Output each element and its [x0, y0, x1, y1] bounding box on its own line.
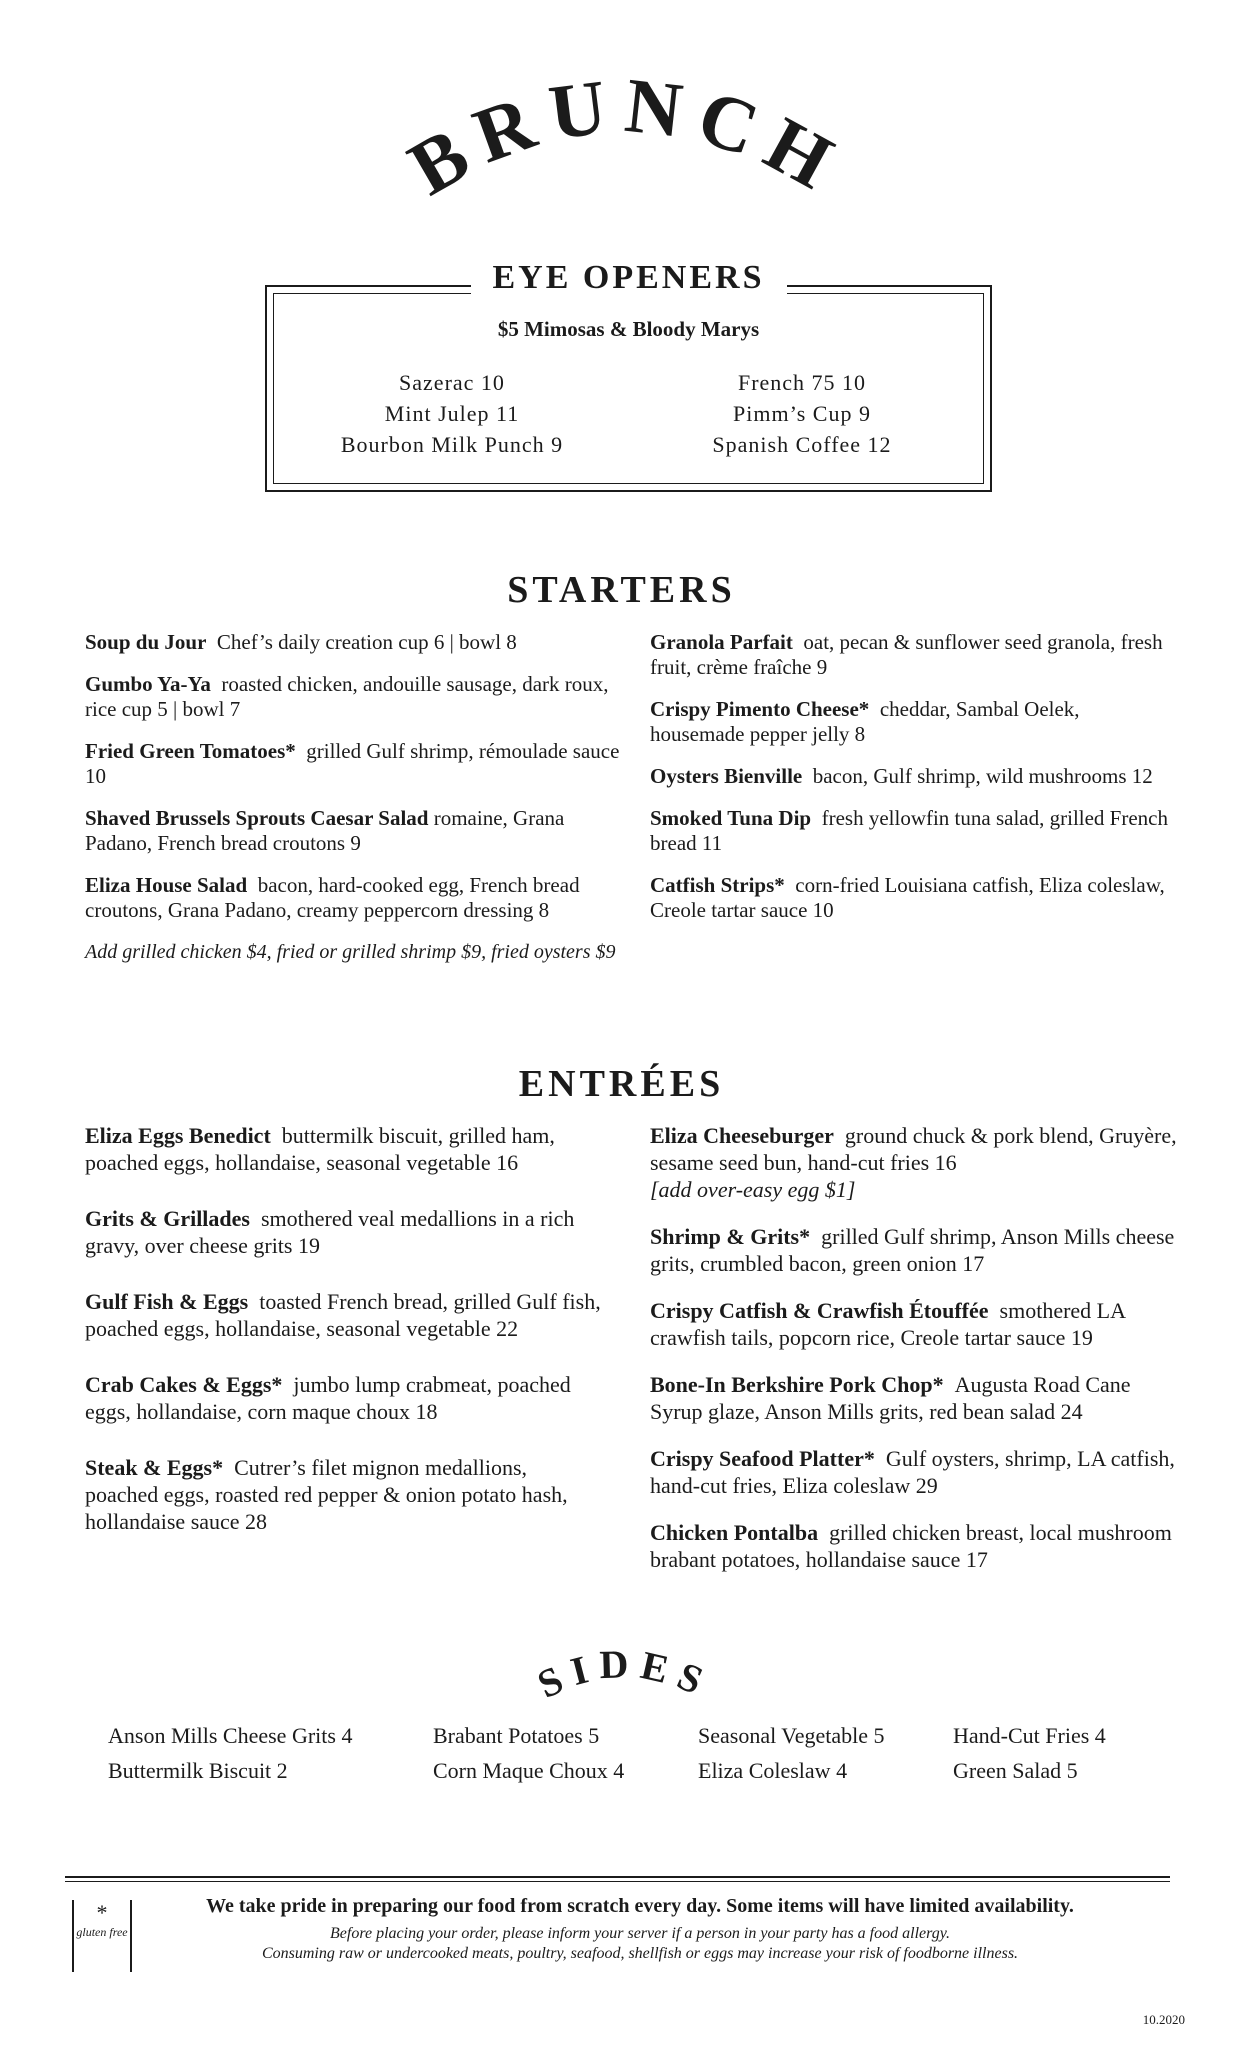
menu-item	[85, 1122, 605, 1176]
side-item: Corn Maque Choux 4	[433, 1758, 625, 1783]
menu-item-desc: bacon, Gulf shrimp, wild mushrooms 12	[812, 764, 1153, 788]
menu-item-desc: toasted French bread, grilled Gulf fish, poached eggs, hollandaise, seasonal vegetable 22	[85, 1289, 601, 1341]
menu-item-desc: roasted chicken, andouille sausage, dark roux, rice cup 5 | bowl 7	[85, 672, 609, 721]
menu-item-name: Gulf Fish & Eggs	[85, 1289, 249, 1314]
menu-item	[85, 873, 625, 923]
menu-item-desc: grilled Gulf shrimp, Anson Mills cheese grits, crumbled bacon, green onion 17	[650, 1224, 1175, 1276]
entrees-left-column	[85, 1122, 605, 1564]
menu-date: 10.2020	[1142, 2012, 1185, 2027]
side-item: Brabant Potatoes 5	[433, 1723, 600, 1748]
footer-main-text: We take pride in preparing our food from scratch every day. Some items will have limited availability.	[206, 1895, 1074, 1917]
menu-item-addon: [add over-easy egg $1]	[650, 1177, 856, 1202]
menu-item-name: Eliza Cheeseburger	[650, 1123, 834, 1148]
side-item: Eliza Coleslaw 4	[698, 1758, 848, 1783]
menu-item-desc: cheddar, Sambal Oelek, housemade pepper jelly 8	[650, 697, 1080, 746]
menu-item-desc: fresh yellowfin tuna salad, grilled French bread 11	[650, 806, 1168, 855]
menu-item-name: Granola Parfait	[650, 630, 793, 654]
svg-text:SIDES	[531, 1641, 719, 1707]
menu-item	[85, 630, 625, 655]
side-item: Green Salad 5	[953, 1758, 1078, 1783]
drink-item: Bourbon Milk Punch 9	[340, 432, 564, 457]
menu-item	[650, 1122, 1180, 1203]
menu-item	[85, 1205, 605, 1259]
menu-item-name: Steak & Eggs*	[85, 1455, 224, 1480]
menu-item	[85, 806, 625, 856]
menu-item-desc: jumbo lump crabmeat, poached eggs, hollandaise, corn maque choux 18	[85, 1372, 571, 1424]
menu-item-name: Soup du Jour	[85, 630, 207, 654]
eye-openers-title: EYE OPENERS	[471, 259, 787, 297]
menu-title	[0, 0, 1243, 260]
menu-item	[650, 1371, 1180, 1425]
sides-column	[698, 1718, 885, 1788]
eye-openers-left-column	[287, 367, 617, 460]
menu-item	[650, 1445, 1180, 1499]
menu-item-name: Chicken Pontalba	[650, 1520, 819, 1545]
menu-item-desc: grilled chicken breast, local mushroom brabant potatoes, hollandaise sauce 17	[650, 1520, 1172, 1572]
menu-item	[85, 672, 625, 722]
drink-item: Spanish Coffee 12	[712, 432, 892, 457]
side-item: Seasonal Vegetable 5	[698, 1723, 885, 1748]
menu-item-desc: smothered veal medallions in a rich gravy, over cheese grits 19	[85, 1206, 575, 1258]
menu-item	[650, 873, 1170, 923]
menu-item-desc: buttermilk biscuit, grilled ham, poached eggs, hollandaise, seasonal vegetable 16	[85, 1123, 555, 1175]
starters-title: STARTERS	[507, 569, 736, 611]
menu-item-desc: romaine, Grana Padano, French bread croutons 9	[85, 806, 565, 855]
menu-item-desc: bacon, hard-cooked egg, French bread croutons, Grana Padano, creamy peppercorn dressing 8	[85, 873, 580, 922]
menu-title-arc	[0, 0, 1243, 260]
footer-divider	[65, 1876, 1170, 1878]
drink-item: Pimm’s Cup 9	[733, 401, 871, 426]
menu-item-name: Shaved Brussels Sprouts Caesar Salad	[85, 806, 429, 830]
entrees-title: ENTRÉES	[518, 1063, 725, 1105]
menu-item	[650, 630, 1170, 680]
menu-item	[650, 697, 1170, 747]
menu-item-name: Gumbo Ya-Ya	[85, 672, 211, 696]
gluten-free-label: gluten free	[76, 1925, 128, 1939]
sides-column	[433, 1718, 624, 1788]
asterisk-icon: *	[96, 1900, 108, 1925]
menu-item	[650, 764, 1170, 789]
menu-item-desc: oat, pecan & sunflower seed granola, fresh fruit, crème fraîche 9	[650, 630, 1163, 679]
footer-health-warning: Consuming raw or undercooked meats, poultry, seafood, shellfish or eggs may increase your risk of foodborne illness.	[261, 1945, 1019, 1962]
menu-item-name: Smoked Tuna Dip	[650, 806, 812, 830]
menu-item	[85, 1454, 605, 1535]
menu-item-desc: smothered LA crawfish tails, popcorn rice, Creole tartar sauce 19	[650, 1298, 1125, 1350]
entrees-right-column	[650, 1122, 1180, 1593]
menu-item-name: Oysters Bienville	[650, 764, 803, 788]
menu-item	[85, 739, 625, 789]
menu-item-name: Fried Green Tomatoes*	[85, 739, 296, 763]
side-item: Anson Mills Cheese Grits 4	[108, 1723, 353, 1748]
menu-item-name: Crab Cakes & Eggs*	[85, 1372, 283, 1397]
side-item: Buttermilk Biscuit 2	[108, 1758, 288, 1783]
sides-title	[0, 1630, 1243, 1710]
eye-openers-subtitle: $5 Mimosas & Bloody Marys	[497, 317, 760, 341]
svg-text:BRUNCH	[394, 61, 859, 212]
menu-item-desc: Cutrer’s filet mignon medallions, poached eggs, roasted red pepper & onion potato hash, hollandaise sauce 28	[85, 1455, 568, 1534]
menu-item	[650, 1519, 1180, 1573]
drink-item: French 75 10	[737, 370, 867, 395]
menu-item-desc: Chef’s daily creation cup 6 | bowl 8	[216, 630, 517, 654]
menu-item-desc: ground chuck & pork blend, Gruyère, sesame seed bun, hand-cut fries 16	[650, 1123, 1177, 1175]
menu-item	[85, 1371, 605, 1425]
add-protein-note: Add grilled chicken $4, fried or grilled shrimp $9, fried oysters $9	[85, 941, 616, 963]
sides-column	[953, 1718, 1106, 1788]
menu-item-desc: Augusta Road Cane Syrup glaze, Anson Mills grits, red bean salad 24	[650, 1372, 1131, 1424]
eye-openers-right-column	[637, 367, 967, 460]
gluten-free-badge	[72, 1900, 132, 1972]
menu-item-name: Shrimp & Grits*	[650, 1224, 811, 1249]
menu-item-name: Crispy Pimento Cheese*	[650, 697, 870, 721]
menu-item-name: Crispy Seafood Platter*	[650, 1446, 875, 1471]
menu-item-name: Eliza House Salad	[85, 873, 248, 897]
sides-column	[108, 1718, 352, 1788]
menu-item-name: Grits & Grillades	[85, 1206, 250, 1231]
drink-item: Sazerac 10	[399, 370, 505, 395]
menu-title-text: BRUNCH	[394, 60, 860, 212]
starters-right-column	[650, 630, 1170, 940]
menu-item	[650, 1223, 1180, 1277]
menu-item-desc: Gulf oysters, shrimp, LA catfish, hand-cut fries, Eliza coleslaw 29	[650, 1446, 1175, 1498]
starters-left-column	[85, 630, 625, 965]
footer-allergy-note: Before placing your order, please inform your server if a person in your party has a food allergy.	[330, 1925, 950, 1942]
menu-item	[650, 806, 1170, 856]
menu-item-name: Crispy Catfish & Crawfish Étouffée	[650, 1298, 989, 1323]
menu-item	[85, 1288, 605, 1342]
menu-item	[650, 1297, 1180, 1351]
sides-title-arc	[0, 1630, 1243, 1710]
menu-item-desc: grilled Gulf shrimp, rémoulade sauce 10	[85, 739, 620, 788]
eye-openers-box	[265, 259, 992, 492]
footer-divider-thin	[65, 1881, 1170, 1882]
drink-item: Mint Julep 11	[384, 401, 520, 426]
menu-item-name: Catfish Strips*	[650, 873, 785, 897]
side-item: Hand-Cut Fries 4	[953, 1723, 1106, 1748]
menu-item-name: Bone-In Berkshire Pork Chop*	[650, 1372, 944, 1397]
menu-item-name: Eliza Eggs Benedict	[85, 1123, 271, 1148]
menu-item-desc: corn-fried Louisiana catfish, Eliza coleslaw, Creole tartar sauce 10	[650, 873, 1165, 922]
sides-title-text: SIDES	[530, 1641, 719, 1708]
